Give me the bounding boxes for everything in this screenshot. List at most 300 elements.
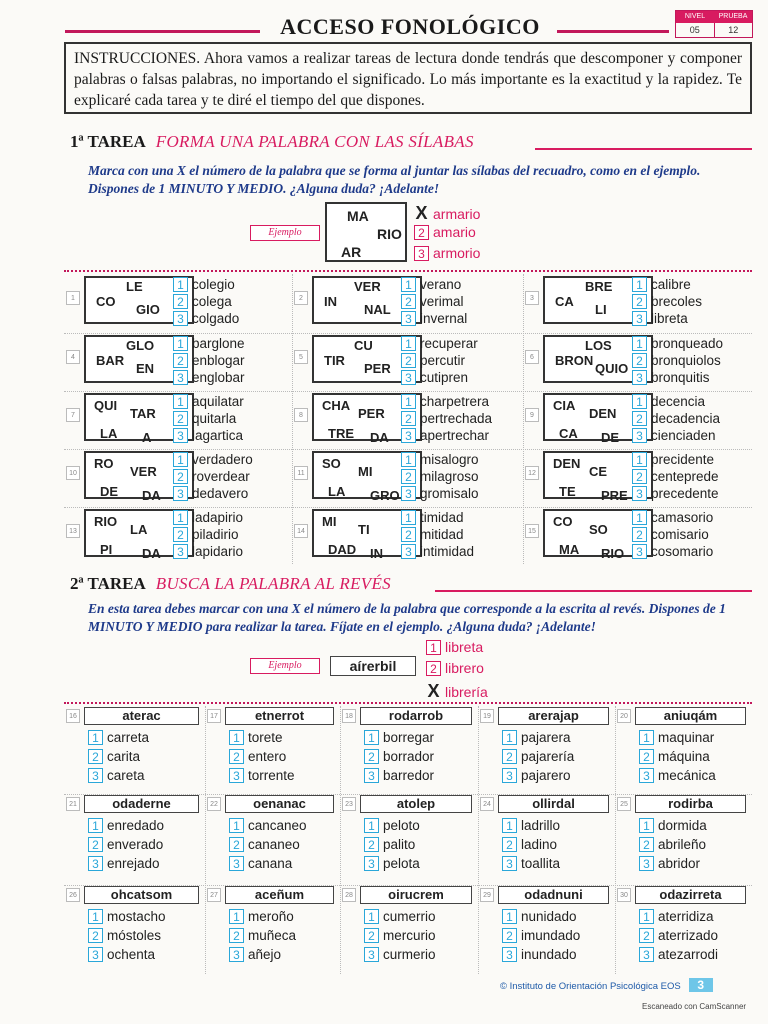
item-number: 18 xyxy=(342,709,356,723)
row-divider xyxy=(64,449,752,450)
answer-option[interactable] xyxy=(229,856,292,871)
option-number[interactable]: 1 xyxy=(639,818,654,833)
option-number[interactable]: 2 xyxy=(229,749,244,764)
task2-instructions: En esta tarea debes marcar con una X el número de la palabra que corresponde a la escrita al revés. Dispones de 1 MINUTO Y MEDIO para realizar la tarea. Fíjate en el ejemplo. ¿Alguna duda? ¡Adelante! xyxy=(88,601,726,634)
option-word: roverdear xyxy=(192,469,250,484)
option-word: curmerio xyxy=(383,947,436,962)
option-number[interactable]: 1 xyxy=(229,818,244,833)
answer-option[interactable] xyxy=(364,749,434,764)
answer-option[interactable] xyxy=(632,428,716,443)
option-number[interactable]: 1 xyxy=(401,277,416,292)
option-number[interactable]: 1 xyxy=(639,909,654,924)
option-number[interactable]: 3 xyxy=(88,768,103,783)
option-number[interactable]: 2 xyxy=(364,837,379,852)
option-number[interactable]: 3 xyxy=(632,370,647,385)
option-number[interactable]: 1 xyxy=(173,452,188,467)
option-word: intimidad xyxy=(420,544,475,559)
task2-number: 2ª TAREA xyxy=(70,574,146,593)
option-number[interactable]: 3 xyxy=(364,856,379,871)
answer-option[interactable] xyxy=(173,452,253,467)
option-number[interactable]: 2 xyxy=(229,928,244,943)
answer-option[interactable] xyxy=(639,730,714,745)
example-syllable: MA xyxy=(347,208,369,224)
option-word: verdadero xyxy=(192,452,253,467)
answer-option[interactable] xyxy=(173,486,248,501)
option-number[interactable]: 1 xyxy=(364,909,379,924)
answer-option[interactable] xyxy=(229,749,286,764)
item-number: 26 xyxy=(66,888,80,902)
option-number[interactable]: 2 xyxy=(173,469,188,484)
syllable: DA xyxy=(370,430,389,445)
option-number[interactable]: 1 xyxy=(364,730,379,745)
column-divider xyxy=(615,706,616,974)
option-word: nunidado xyxy=(521,909,577,924)
answer-option[interactable] xyxy=(364,909,436,924)
option-word: mitidad xyxy=(420,527,464,542)
prueba-value: 12 xyxy=(728,25,739,35)
answer-option[interactable] xyxy=(639,818,707,833)
option-word: lapidario xyxy=(192,544,244,559)
item-number: 29 xyxy=(480,888,494,902)
answer-option[interactable] xyxy=(401,294,464,309)
option-word: cananeo xyxy=(248,837,300,852)
answer-option[interactable] xyxy=(401,394,489,409)
option-word: bronquitis xyxy=(651,370,710,385)
answer-option[interactable] xyxy=(502,909,577,924)
option-number[interactable]: 2 xyxy=(401,294,416,309)
option-number[interactable]: 1 xyxy=(632,452,647,467)
option-word: quitarla xyxy=(192,411,237,426)
answer-option[interactable] xyxy=(88,730,149,745)
answer-option[interactable] xyxy=(502,749,574,764)
task1-rule xyxy=(535,148,752,150)
option-word: invernal xyxy=(420,311,468,326)
syllable: CO xyxy=(96,294,116,309)
option-number[interactable]: 1 xyxy=(229,909,244,924)
syllable: TI xyxy=(358,522,370,537)
syllable: CO xyxy=(553,514,573,529)
option-number[interactable]: 3 xyxy=(632,311,647,326)
syllable: QUI xyxy=(94,398,118,413)
option-number[interactable]: 2 xyxy=(401,411,416,426)
answer-option[interactable] xyxy=(502,947,577,962)
answer-option[interactable] xyxy=(639,856,700,871)
syllable: PI xyxy=(100,542,113,557)
answer-option[interactable] xyxy=(401,452,479,467)
example-option: X librería xyxy=(427,681,488,701)
option-number[interactable]: 3 xyxy=(401,544,416,559)
option-word: misalogro xyxy=(420,452,479,467)
answer-option[interactable] xyxy=(502,928,580,943)
column-divider xyxy=(523,274,524,564)
answer-option[interactable] xyxy=(502,818,560,833)
option-number[interactable]: 2 xyxy=(364,928,379,943)
option-number[interactable]: 2 xyxy=(229,837,244,852)
option-number[interactable]: 3 xyxy=(639,768,654,783)
option-number[interactable]: 3 xyxy=(173,370,188,385)
option-word: maquinar xyxy=(658,730,715,745)
answer-option[interactable] xyxy=(173,469,250,484)
answer-option[interactable] xyxy=(632,336,723,351)
answer-option[interactable] xyxy=(502,856,560,871)
option-number[interactable]: 3 xyxy=(632,544,647,559)
reversed-word: atolep xyxy=(360,795,472,813)
syllable: MI xyxy=(322,514,337,529)
answer-option[interactable] xyxy=(502,837,557,852)
option-number[interactable]: 3 xyxy=(401,311,416,326)
item-number: 21 xyxy=(66,797,80,811)
item-number: 10 xyxy=(66,466,80,480)
option-word: enblogar xyxy=(192,353,245,368)
answer-option[interactable] xyxy=(364,947,436,962)
answer-option[interactable] xyxy=(229,947,281,962)
option-number[interactable]: 3 xyxy=(88,947,103,962)
answer-option[interactable] xyxy=(173,544,243,559)
answer-option[interactable] xyxy=(88,928,161,943)
answer-option[interactable] xyxy=(88,768,145,783)
option-number[interactable]: 3 xyxy=(364,947,379,962)
item-number: 14 xyxy=(294,524,308,538)
answer-option[interactable] xyxy=(229,730,283,745)
page-title: ACCESO FONOLÓGICO xyxy=(280,14,540,39)
option-word: aterridiza xyxy=(658,909,714,924)
option-number[interactable]: 2 xyxy=(173,411,188,426)
option-number[interactable]: 3 xyxy=(173,311,188,326)
answer-option[interactable] xyxy=(632,394,705,409)
task1-example-syllables xyxy=(325,202,407,262)
option-number[interactable]: 1 xyxy=(401,510,416,525)
option-word: meroño xyxy=(248,909,294,924)
option-number[interactable]: 3 xyxy=(173,428,188,443)
reversed-word: odaderne xyxy=(84,795,199,813)
task2-rule xyxy=(435,590,752,592)
option-word: decencia xyxy=(651,394,706,409)
option-number[interactable]: 3 xyxy=(229,947,244,962)
answer-option[interactable] xyxy=(173,336,245,351)
option-word: toallita xyxy=(521,856,561,871)
answer-option[interactable] xyxy=(364,928,436,943)
answer-option[interactable] xyxy=(401,370,468,385)
syllable: PER xyxy=(358,406,385,421)
option-number[interactable]: 1 xyxy=(88,818,103,833)
example-syllable: AR xyxy=(341,244,362,260)
answer-option[interactable] xyxy=(364,818,420,833)
option-word: comisario xyxy=(651,527,709,542)
answer-option[interactable] xyxy=(401,544,474,559)
answer-option[interactable] xyxy=(173,311,239,326)
option-word: entero xyxy=(248,749,287,764)
option-number[interactable]: 1 xyxy=(173,394,188,409)
answer-option[interactable] xyxy=(173,411,236,426)
answer-option[interactable] xyxy=(401,336,478,351)
footer-credit: © Instituto de Orientación Psicológica EOS 3 xyxy=(500,978,713,992)
option-word: borrador xyxy=(383,749,435,764)
option-number[interactable]: 3 xyxy=(364,768,379,783)
answer-option[interactable] xyxy=(229,909,294,924)
item-number: 4 xyxy=(66,350,80,364)
option-number[interactable]: 1 xyxy=(401,336,416,351)
option-number[interactable]: 3 xyxy=(229,768,244,783)
option-word: pertrechada xyxy=(420,411,493,426)
option-number[interactable]: 2 xyxy=(173,353,188,368)
answer-option[interactable] xyxy=(632,486,719,501)
option-word: barredor xyxy=(383,768,435,783)
option-number[interactable]: 3 xyxy=(229,856,244,871)
x-mark-icon: X xyxy=(415,203,428,223)
syllable: BRE xyxy=(585,279,613,294)
syllable: MA xyxy=(559,542,580,557)
option-number[interactable]: 1 xyxy=(173,277,188,292)
item-number: 28 xyxy=(342,888,356,902)
option-number[interactable]: 2 xyxy=(639,749,654,764)
option-number[interactable]: 2 xyxy=(502,928,517,943)
option-word: libreta xyxy=(651,311,688,326)
answer-option[interactable] xyxy=(632,544,713,559)
option-number[interactable]: 2 xyxy=(632,353,647,368)
reversed-word: oenanac xyxy=(225,795,334,813)
syllable: LE xyxy=(126,279,143,294)
answer-option[interactable] xyxy=(173,428,243,443)
syllable: QUIO xyxy=(595,361,629,376)
answer-option[interactable] xyxy=(401,469,479,484)
option-word: cumerrio xyxy=(383,909,436,924)
syllable: TRE xyxy=(328,426,354,441)
answer-option[interactable] xyxy=(401,527,464,542)
answer-option[interactable] xyxy=(173,370,245,385)
option-number[interactable]: 1 xyxy=(632,394,647,409)
option-word: máquina xyxy=(658,749,710,764)
option-number[interactable]: 3 xyxy=(639,856,654,871)
option-number[interactable]: 1 xyxy=(173,510,188,525)
option-number[interactable]: 2 xyxy=(88,928,103,943)
answer-option[interactable] xyxy=(632,370,710,385)
option-number[interactable]: 3 xyxy=(639,947,654,962)
option-number[interactable]: 1 xyxy=(401,452,416,467)
column-divider xyxy=(205,706,206,974)
option-number[interactable]: 3 xyxy=(632,428,647,443)
answer-option[interactable] xyxy=(632,469,719,484)
answer-option[interactable] xyxy=(401,411,492,426)
column-divider xyxy=(292,274,293,564)
option-number[interactable]: 2 xyxy=(632,527,647,542)
reversed-word: aniuqám xyxy=(635,707,746,725)
answer-option[interactable] xyxy=(229,818,307,833)
option-word: precidente xyxy=(651,452,715,467)
option-number[interactable]: 3 xyxy=(173,544,188,559)
option-number[interactable]: 2 xyxy=(88,837,103,852)
option-number[interactable]: 1 xyxy=(88,730,103,745)
option-number[interactable]: 3 xyxy=(401,428,416,443)
answer-option[interactable] xyxy=(632,527,709,542)
answer-option[interactable] xyxy=(173,527,239,542)
option-number[interactable]: 2 xyxy=(632,294,647,309)
option-word: dedavero xyxy=(192,486,249,501)
answer-option[interactable] xyxy=(229,928,296,943)
option-number[interactable]: 1 xyxy=(502,818,517,833)
option-word: abridor xyxy=(658,856,701,871)
option-number[interactable]: 1 xyxy=(502,909,517,924)
answer-option[interactable] xyxy=(88,818,164,833)
option-word: careta xyxy=(107,768,145,783)
option-number[interactable]: 2 xyxy=(502,749,517,764)
item-number: 27 xyxy=(207,888,221,902)
answer-option[interactable] xyxy=(88,856,160,871)
option-word: ladino xyxy=(521,837,558,852)
answer-option[interactable] xyxy=(632,353,721,368)
task1-number: 1ª TAREA xyxy=(70,132,146,151)
option-word: abrileño xyxy=(658,837,707,852)
option-number[interactable]: 2 xyxy=(639,928,654,943)
option-number[interactable]: 1 xyxy=(632,336,647,351)
option-word: colega xyxy=(192,294,232,309)
option-number[interactable]: 3 xyxy=(88,856,103,871)
option-number[interactable]: 1 xyxy=(173,336,188,351)
answer-option[interactable] xyxy=(88,909,166,924)
option-word: apertrechar xyxy=(420,428,490,443)
item-number: 13 xyxy=(66,524,80,538)
option-number[interactable]: 3 xyxy=(401,370,416,385)
option-word: carita xyxy=(107,749,141,764)
example-option: 3 armorio xyxy=(414,245,480,261)
option-number[interactable]: 2 xyxy=(401,527,416,542)
answer-option[interactable] xyxy=(88,749,140,764)
option-number[interactable]: 1 xyxy=(229,730,244,745)
answer-option[interactable] xyxy=(639,909,714,924)
answer-option[interactable] xyxy=(632,411,720,426)
reversed-word: rodirba xyxy=(635,795,746,813)
answer-option[interactable] xyxy=(173,510,243,525)
answer-option[interactable] xyxy=(639,749,710,764)
option-number[interactable]: 1 xyxy=(502,730,517,745)
answer-option[interactable] xyxy=(401,277,461,292)
syllable: VER xyxy=(354,279,381,294)
syllable: GLO xyxy=(126,338,155,353)
syllable: LA xyxy=(130,522,148,537)
answer-option[interactable] xyxy=(632,311,688,326)
option-number[interactable]: 3 xyxy=(401,486,416,501)
option-word: barglone xyxy=(192,336,245,351)
syllable: TAR xyxy=(130,406,156,421)
syllable: NAL xyxy=(364,302,391,317)
option-number[interactable]: 2 xyxy=(632,469,647,484)
option-number[interactable]: 3 xyxy=(502,947,517,962)
reversed-word: aceñum xyxy=(225,886,334,904)
answer-option[interactable] xyxy=(639,928,718,943)
answer-option[interactable] xyxy=(639,768,716,783)
answer-option[interactable] xyxy=(88,837,163,852)
syllable: CA xyxy=(555,294,574,309)
option-word: cosomario xyxy=(651,544,714,559)
answer-option[interactable] xyxy=(173,353,245,368)
syllable: MI xyxy=(358,464,373,479)
answer-option[interactable] xyxy=(632,510,713,525)
option-word: bronquiolos xyxy=(651,353,721,368)
answer-option[interactable] xyxy=(88,947,155,962)
syllable: DE xyxy=(601,430,620,445)
answer-option[interactable] xyxy=(364,730,434,745)
option-number[interactable]: 2 xyxy=(173,294,188,309)
option-word: timidad xyxy=(420,510,464,525)
option-word: charpetrera xyxy=(420,394,490,409)
option-number[interactable]: 2 xyxy=(639,837,654,852)
answer-option[interactable] xyxy=(401,353,465,368)
option-word: percutir xyxy=(420,353,466,368)
answer-option[interactable] xyxy=(639,947,718,962)
option-number[interactable]: 3 xyxy=(632,486,647,501)
option-word: colgado xyxy=(192,311,240,326)
option-number[interactable]: 3 xyxy=(502,856,517,871)
option-word: decadencia xyxy=(651,411,721,426)
answer-option[interactable] xyxy=(229,768,295,783)
option-word: pajarería xyxy=(521,749,575,764)
answer-option[interactable] xyxy=(502,768,571,783)
answer-option[interactable] xyxy=(401,428,489,443)
option-number[interactable]: 1 xyxy=(639,730,654,745)
option-number[interactable]: 1 xyxy=(401,394,416,409)
option-number[interactable]: 1 xyxy=(364,818,379,833)
option-word: precedente xyxy=(651,486,719,501)
option-number[interactable]: 3 xyxy=(173,486,188,501)
option-number[interactable]: 1 xyxy=(88,909,103,924)
option-word: calibre xyxy=(651,277,691,292)
syllable: RO xyxy=(94,456,114,471)
answer-option[interactable] xyxy=(632,277,691,292)
answer-option[interactable] xyxy=(401,486,479,501)
answer-option[interactable] xyxy=(364,837,415,852)
option-number[interactable]: 2 xyxy=(401,469,416,484)
option-number[interactable]: 2 xyxy=(502,837,517,852)
answer-option[interactable] xyxy=(173,277,235,292)
option-word: recuperar xyxy=(420,336,478,351)
syllable: LOS xyxy=(585,338,612,353)
item-number: 2 xyxy=(294,291,308,305)
option-word: palito xyxy=(383,837,416,852)
option-word: enredado xyxy=(107,818,165,833)
answer-option[interactable] xyxy=(632,452,714,467)
option-number[interactable]: 2 xyxy=(401,353,416,368)
option-number[interactable]: 2 xyxy=(364,749,379,764)
item-number: 25 xyxy=(617,797,631,811)
answer-option[interactable] xyxy=(229,837,300,852)
option-word: cancaneo xyxy=(248,818,307,833)
syllable: IN xyxy=(324,294,337,309)
option-number[interactable]: 1 xyxy=(632,277,647,292)
syllable: SO xyxy=(322,456,341,471)
answer-option[interactable] xyxy=(173,394,244,409)
answer-option[interactable] xyxy=(401,311,467,326)
answer-option[interactable] xyxy=(632,294,702,309)
answer-option[interactable] xyxy=(364,856,420,871)
answer-option[interactable] xyxy=(173,294,232,309)
option-word: ladapirio xyxy=(192,510,244,525)
option-number[interactable]: 2 xyxy=(88,749,103,764)
answer-option[interactable] xyxy=(364,768,434,783)
syllable: TIR xyxy=(324,353,345,368)
option-number[interactable]: 3 xyxy=(502,768,517,783)
level-test-box xyxy=(675,10,753,38)
option-word: enverado xyxy=(107,837,164,852)
option-number[interactable]: 1 xyxy=(632,510,647,525)
option-number[interactable]: 2 xyxy=(173,527,188,542)
item-number: 15 xyxy=(525,524,539,538)
reversed-word: ohcatsom xyxy=(84,886,199,904)
option-number[interactable]: 2 xyxy=(632,411,647,426)
syllable: RIO xyxy=(601,546,625,561)
syllable: VER xyxy=(130,464,157,479)
answer-option[interactable] xyxy=(502,730,571,745)
answer-option[interactable] xyxy=(401,510,464,525)
answer-option[interactable] xyxy=(639,837,706,852)
